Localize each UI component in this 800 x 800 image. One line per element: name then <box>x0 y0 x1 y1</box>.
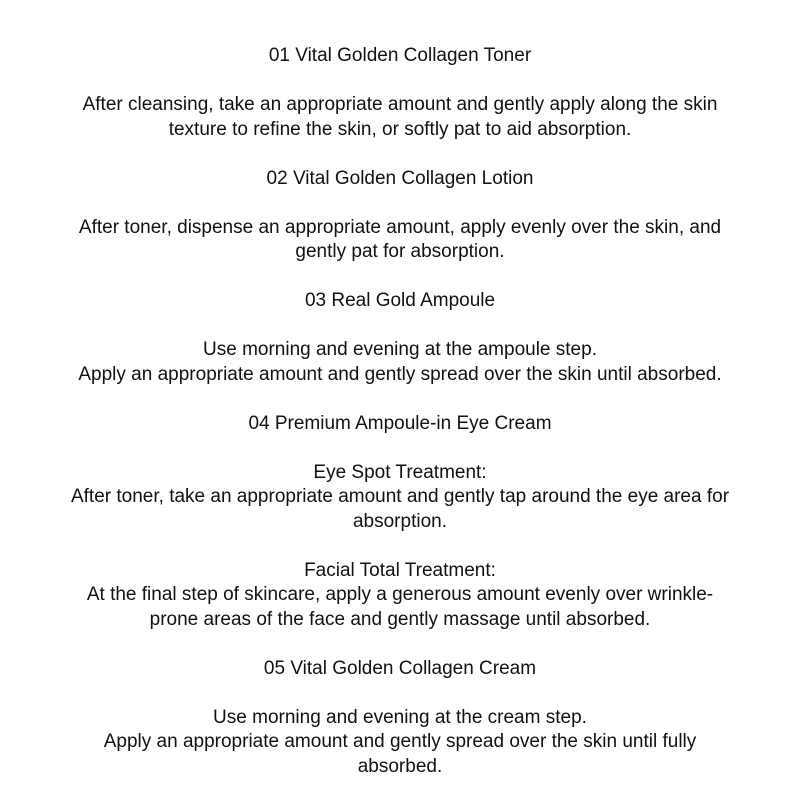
eye-spot-treatment-title: Eye Spot Treatment: <box>313 461 487 483</box>
section-heading-toner: 01 Vital Golden Collagen Toner <box>268 45 532 66</box>
section-heading-cream: 05 Vital Golden Collagen Cream <box>263 657 537 679</box>
ampoule-instructions-line: Apply an appropriate amount and gently spread over the skin until absorbed. <box>78 363 722 385</box>
toner-instructions-line: After cleansing, take an appropriate amount and gently apply along the skin <box>82 94 718 115</box>
instructions-document <box>0 44 800 779</box>
eye-spot-instructions-line: absorption. <box>352 510 447 532</box>
section-heading-eye-cream: 04 Premium Ampoule-in Eye Cream <box>248 412 552 434</box>
lotion-instructions-line: After toner, dispense an appropriate amount, apply evenly over the skin, and <box>78 216 722 238</box>
toner-instructions-line: texture to refine the skin, or softly pat to aid absorption. <box>168 118 632 140</box>
cream-instructions-line: Use morning and evening at the cream step. <box>213 706 587 728</box>
facial-total-instructions-line: prone areas of the face and gently massage until absorbed. <box>149 608 651 630</box>
section-heading-ampoule: 03 Real Gold Ampoule <box>304 290 496 311</box>
lotion-instructions-line: gently pat for absorption. <box>295 241 505 262</box>
section-heading-lotion: 02 Vital Golden Collagen Lotion <box>266 167 534 189</box>
facial-total-treatment-title: Facial Total Treatment: <box>304 559 496 581</box>
cream-instructions-line: Apply an appropriate amount and gently spread over the skin until fully <box>103 731 697 752</box>
eye-spot-instructions-line: After toner, take an appropriate amount and gently tap around the eye area for <box>70 486 730 507</box>
cream-instructions-line: absorbed. <box>357 755 443 777</box>
facial-total-instructions-line: At the final step of skincare, apply a generous amount evenly over wrinkle- <box>86 584 714 605</box>
ampoule-instructions-line: Use morning and evening at the ampoule step. <box>203 339 597 360</box>
